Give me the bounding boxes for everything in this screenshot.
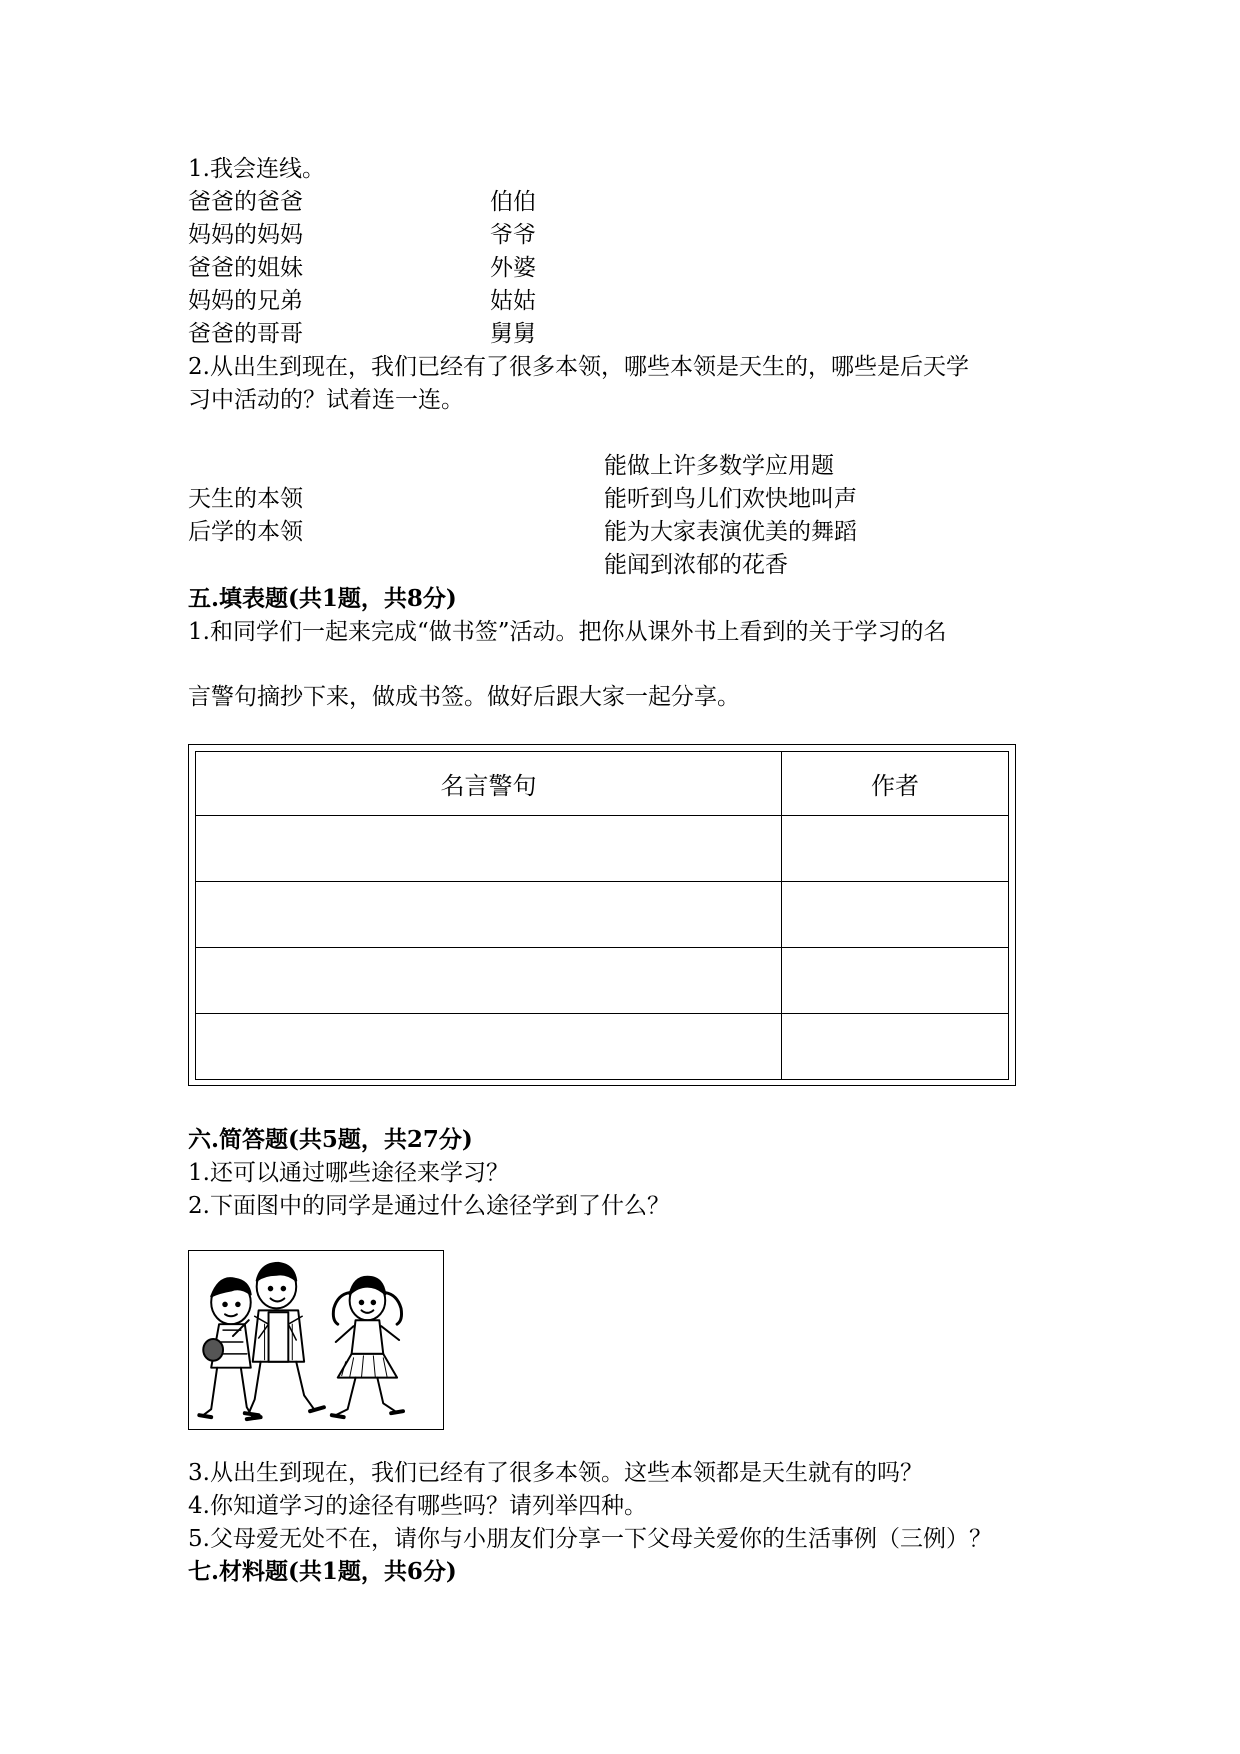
section5-heading: 五.填表题(共1题，共8分) bbox=[188, 585, 457, 612]
section6-heading: 六.简答题(共5题，共27分) bbox=[188, 1126, 473, 1153]
q1-title: 1.我会连线。 bbox=[188, 156, 325, 182]
ability-item: 能为大家表演优美的舞蹈 bbox=[604, 519, 857, 545]
section6-q4: 4.你知道学习的途径有哪些吗？请列举四种。 bbox=[188, 1493, 647, 1519]
section6-q3: 3.从出生到现在，我们已经有了很多本领。这些本领都是天生就有的吗？ bbox=[188, 1460, 923, 1486]
match-left-item: 爸爸的姐妹 bbox=[188, 255, 303, 281]
header-quote: 名言警句 bbox=[196, 752, 782, 816]
quote-cell[interactable] bbox=[196, 948, 782, 1014]
quote-cell[interactable] bbox=[196, 882, 782, 948]
match-right-item: 舅舅 bbox=[490, 321, 536, 347]
quote-cell[interactable] bbox=[196, 816, 782, 882]
children-illustration bbox=[188, 1250, 444, 1430]
match-right-item: 爷爷 bbox=[490, 222, 536, 248]
section5-q1-line1: 1.和同学们一起来完成“做书签”活动。把你从课外书上看到的关于学习的名 bbox=[188, 619, 947, 645]
author-cell[interactable] bbox=[782, 1014, 1009, 1080]
bookmark-table-frame bbox=[188, 744, 1016, 1086]
ability-category: 天生的本领 bbox=[188, 486, 303, 512]
section6-q5: 5.父母爱无处不在，请你与小朋友们分享一下父母关爱你的生活事例（三例）？ bbox=[188, 1526, 992, 1552]
ability-category: 后学的本领 bbox=[188, 519, 303, 545]
section6-q2: 2.下面图中的同学是通过什么途径学到了什么？ bbox=[188, 1193, 670, 1219]
section7-heading: 七.材料题(共1题，共6分) bbox=[188, 1558, 457, 1585]
match-left-item: 爸爸的哥哥 bbox=[188, 321, 303, 347]
match-left-item: 妈妈的兄弟 bbox=[188, 288, 303, 314]
q2-text-line2: 习中活动的？试着连一连。 bbox=[188, 387, 464, 413]
author-cell[interactable] bbox=[782, 948, 1009, 1014]
ability-item: 能闻到浓郁的花香 bbox=[604, 552, 788, 578]
author-cell[interactable] bbox=[782, 816, 1009, 882]
q2-text-line1: 2.从出生到现在，我们已经有了很多本领，哪些本领是天生的，哪些是后天学 bbox=[188, 354, 969, 380]
section5-q1-line2: 言警句摘抄下来，做成书签。做好后跟大家一起分享。 bbox=[188, 684, 740, 710]
quote-cell[interactable] bbox=[196, 1014, 782, 1080]
match-right-item: 伯伯 bbox=[490, 189, 536, 215]
match-left-item: 妈妈的妈妈 bbox=[188, 222, 303, 248]
ability-item: 能听到鸟儿们欢快地叫声 bbox=[604, 486, 857, 512]
author-cell[interactable] bbox=[782, 882, 1009, 948]
children-drawing bbox=[189, 1251, 443, 1429]
match-right-item: 姑姑 bbox=[490, 288, 536, 314]
match-left-item: 爸爸的爸爸 bbox=[188, 189, 303, 215]
section6-q1: 1.还可以通过哪些途径来学习？ bbox=[188, 1160, 509, 1186]
header-author: 作者 bbox=[782, 752, 1009, 816]
ability-item: 能做上许多数学应用题 bbox=[604, 453, 834, 479]
match-right-item: 外婆 bbox=[490, 255, 536, 281]
bookmark-table bbox=[195, 751, 1009, 1080]
